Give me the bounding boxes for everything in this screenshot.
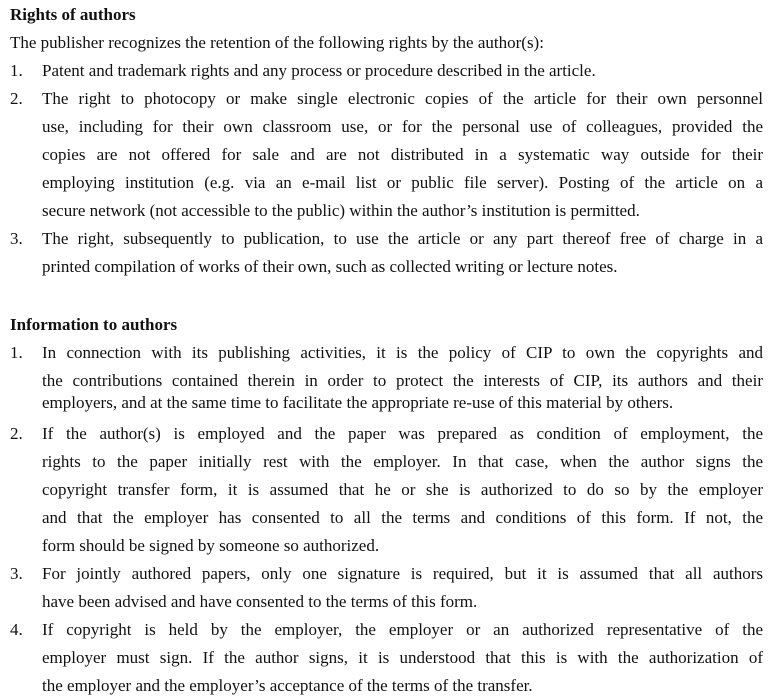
list-item-number: 4. [10,620,23,639]
section-intro: The publisher recognizes the retention of the following rights by the author(s): [10,33,544,52]
list-item-text: employing institution (e.g. via an e-mail list or public file server). Posting of the article on a [42,173,763,192]
list-item-text: If copyright is held by the employer, the employer or an authorized representative of the [42,620,763,639]
list-item-text: In connection with its publishing activities, it is the policy of CIP to own the copyrights and [42,343,763,362]
list-item-number: 2. [10,424,23,443]
list-item-text: rights to the paper initially rest with the employer. In that case, when the author signs the [42,452,763,471]
list-item-text: copyright transfer form, it is assumed that he or she is authorized to do so by the employer [42,480,763,499]
list-item-text: employer must sign. If the author signs, it is understood that this is with the authorization of [42,648,763,667]
list-item-text: have been advised and have consented to the terms of this form. [42,592,478,611]
section-heading: Information to authors [10,315,178,334]
list-item-text: the contributions contained therein in order to protect the interests of CIP, its authors and their [42,371,763,390]
list-item-text: copies are not offered for sale and are not distributed in a systematic way outside for their [42,145,763,164]
list-item-number: 1. [10,61,23,80]
list-item-text: Patent and trademark rights and any process or procedure described in the article. [42,61,596,80]
list-item-text: the employer and the employer’s acceptance of the terms of the transfer. [42,676,533,695]
list-item-text: If the author(s) is employed and the paper was prepared as condition of employment, the [42,424,763,443]
list-item-text: For jointly authored papers, only one signature is required, but it is assumed that all authors [42,564,763,583]
list-item-text: The right, subsequently to publication, to use the article or any part thereof free of charge in a [42,229,763,248]
list-item-text: The right to photocopy or make single electronic copies of the article for their own personnel [42,89,763,108]
list-item-text: form should be signed by someone so authorized. [42,536,380,555]
list-item-text: employers, and at the same time to facilitate the appropriate re-use of this material by others. [42,393,674,412]
list-item-number: 2. [10,89,23,108]
list-item-text: secure network (not accessible to the public) within the author’s institution is permitted. [42,201,640,220]
list-item-text: use, including for their own classroom use, or for the personal use of colleagues, provided the [42,117,763,136]
list-item-number: 3. [10,229,23,248]
section-heading: Rights of authors [10,5,136,24]
list-item-text: and that the employer has consented to all the terms and conditions of this form. If not, the [42,508,763,527]
list-item-text: printed compilation of works of their own, such as collected writing or lecture notes. [42,257,618,276]
list-item-number: 1. [10,343,23,362]
list-item-number: 3. [10,564,23,583]
